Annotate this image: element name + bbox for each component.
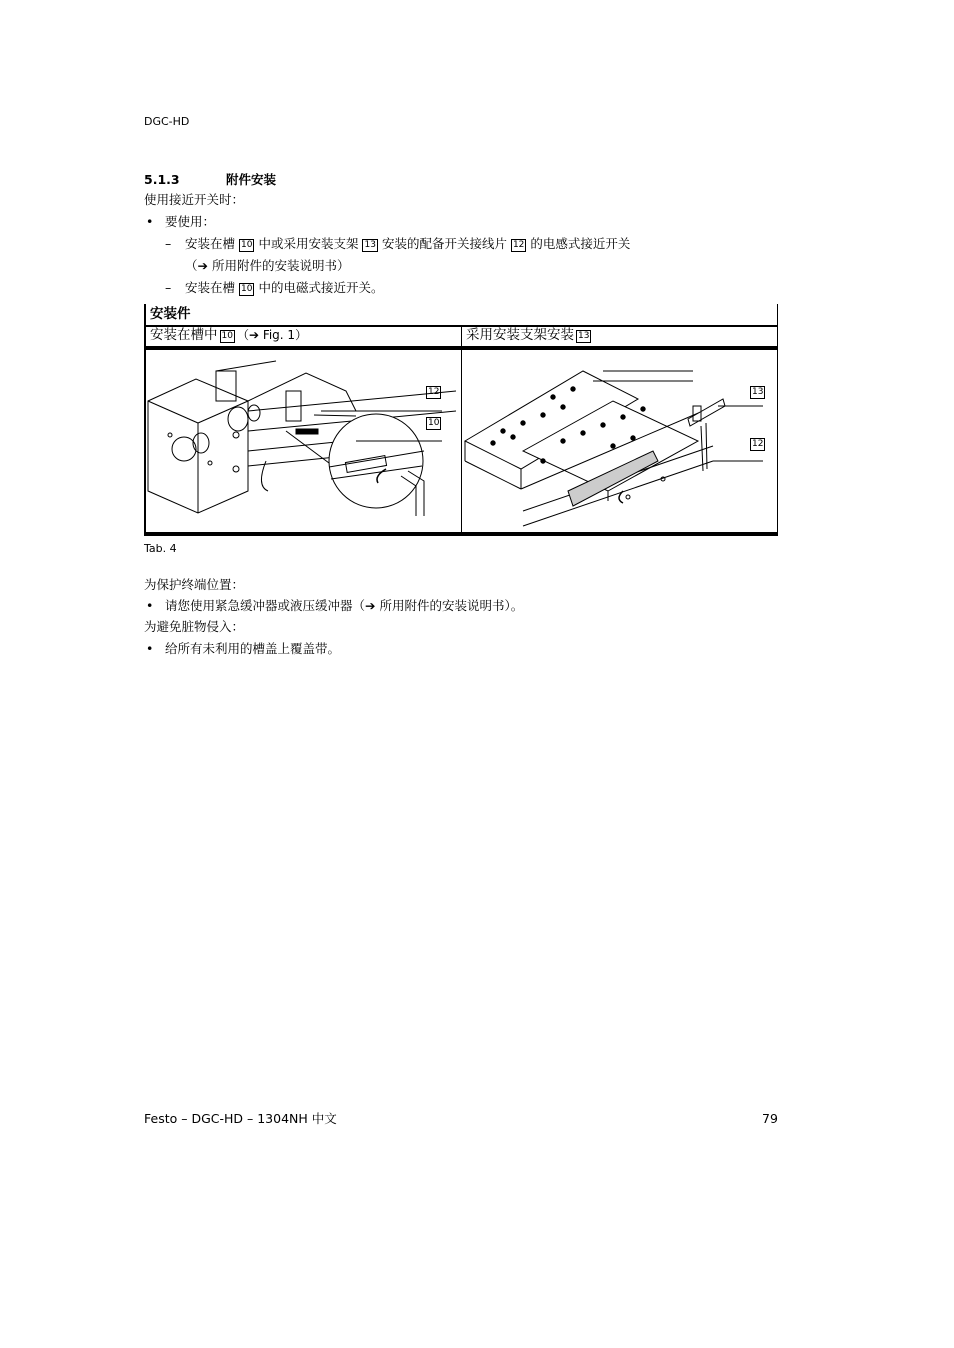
bullet-marker: • <box>146 214 154 229</box>
dash-item-1-reference: （➔ 所用附件的安装说明书） <box>185 258 350 273</box>
dash-item-1 <box>185 236 630 252</box>
bullet-marker: • <box>146 598 154 613</box>
dash-text: 安装在槽 <box>185 236 236 251</box>
section-number: 5.1.3 <box>144 172 180 187</box>
col2-header-text: 采用安装支架安装 <box>466 327 574 343</box>
end-position-heading: 为保护终端位置： <box>144 577 245 592</box>
dirt-heading: 为避免脏物侵入： <box>144 619 245 634</box>
bullet-marker: • <box>146 641 154 656</box>
dash-text: 安装的配备开关接线片 <box>381 236 507 251</box>
footer-left: Festo – DGC-HD – 1304NH 中文 <box>144 1111 337 1126</box>
ref-box: 10 <box>241 284 253 294</box>
dash-text: 安装在槽 <box>185 280 236 295</box>
running-header: DGC-HD <box>144 115 190 128</box>
ref-box: 12 <box>512 240 525 250</box>
table-caption: Tab. 4 <box>144 542 177 555</box>
end-position-bullet: 请您使用紧急缓冲器或液压缓冲器（➔ 所用附件的安装说明书）。 <box>165 598 524 613</box>
dirt-bullet: 给所有未利用的槽盖上覆盖带。 <box>165 641 341 656</box>
col2-header <box>466 326 593 344</box>
dash-item-2 <box>185 280 383 296</box>
callout-12: 12 <box>752 439 764 449</box>
dash-text: 的电感式接近开关 <box>530 236 631 251</box>
slot-mounting-illustration <box>146 351 459 531</box>
ref-box: 13 <box>578 331 590 341</box>
section-title: 附件安装 <box>226 172 277 187</box>
dash-marker: – <box>165 280 172 295</box>
callout-13: 13 <box>752 387 764 397</box>
table-title: 安装件 <box>150 306 191 322</box>
col1-header-text: 安装在槽中 <box>150 327 218 343</box>
dash-marker: – <box>165 236 172 251</box>
bracket-mounting-illustration <box>463 351 774 531</box>
col1-header-suffix: （➔ Fig. 1） <box>236 328 308 342</box>
mounting-table <box>144 304 778 536</box>
dash-text: 中的电磁式接近开关。 <box>258 280 384 295</box>
page-number: 79 <box>762 1111 778 1126</box>
ref-box: 10 <box>221 331 233 341</box>
ref-box: 13 <box>364 240 376 250</box>
dash-text: 中或采用安装支架 <box>258 236 359 251</box>
col1-header <box>150 326 307 344</box>
bullet-text: 要使用： <box>165 214 216 229</box>
callout-12: 12 <box>428 387 440 397</box>
intro-text: 使用接近开关时： <box>144 192 245 207</box>
callout-10: 10 <box>428 418 440 428</box>
ref-box: 10 <box>241 240 253 250</box>
